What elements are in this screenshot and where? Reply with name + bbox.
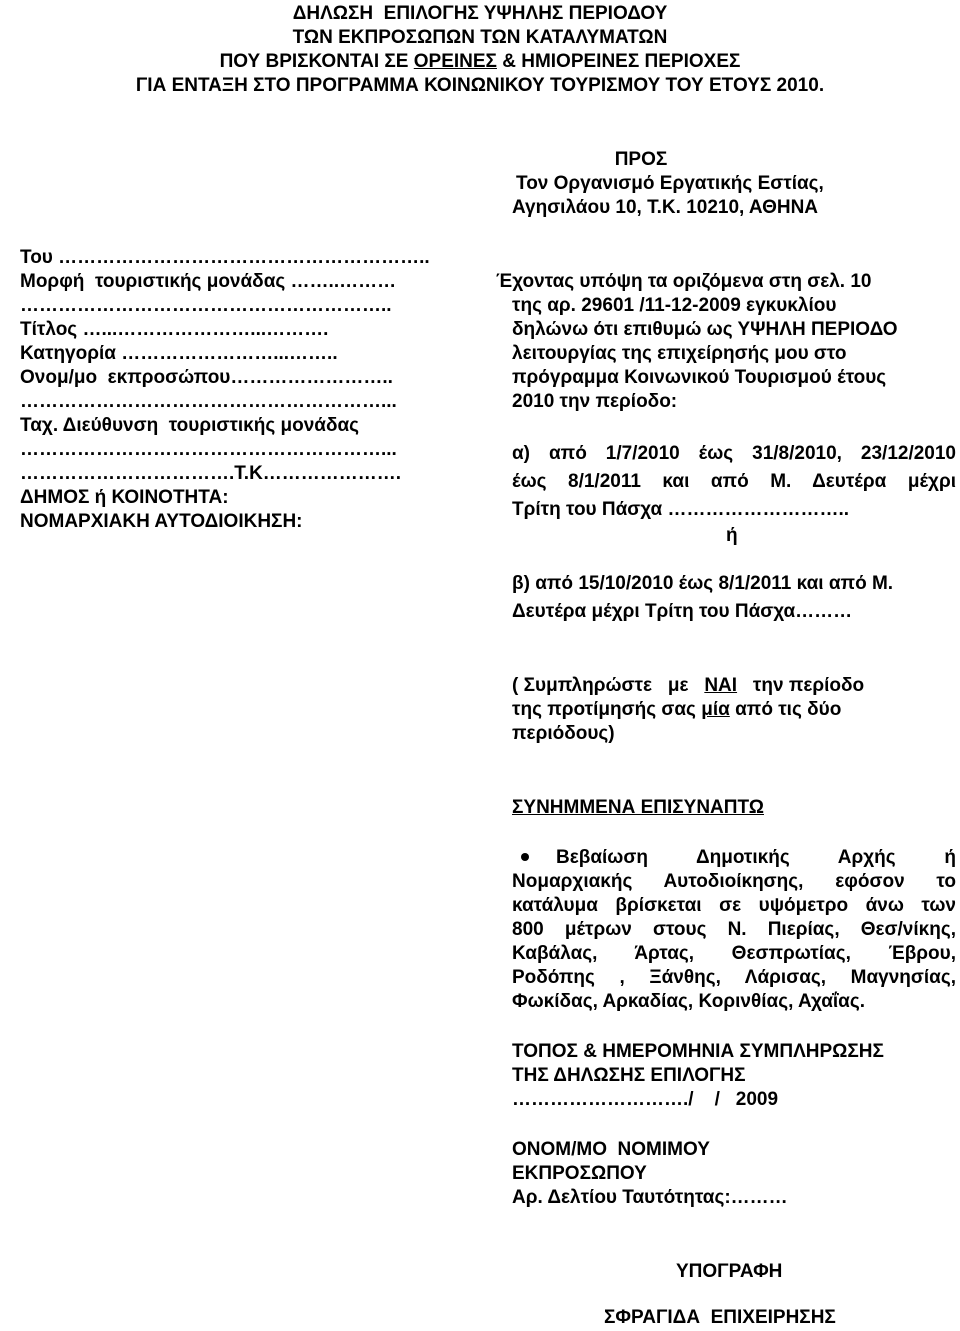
title-line-3-text-end: & ΗΜΙΟΡΕΙΝΕΣ ΠΕΡΙΟΧΕΣ (496, 51, 741, 72)
place-date-line-1: ΤΟΠΟΣ & ΗΜΕΡΟΜΗΝΙΑ ΣΥΜΠΛΗΡΩΣΗΣ (512, 1041, 884, 1062)
attachment-line-7: Φωκίδας, Αρκαδίας, Κορινθίας, Αχαΐας. (512, 991, 866, 1012)
declaration-line-2: της αρ. 29601 /11-12-2009 εγκυκλίου (512, 295, 837, 316)
form-field-prefecture: ΝΟΜΑΡΧΙΑΚΗ ΑΥΤΟΔΙΟΙΚΗΣΗ: (20, 511, 303, 532)
title-line-4: ΓΙΑ ΕΝΤΑΞΗ ΣΤΟ ΠΡΟΓΡΑΜΜΑ ΚΟΙΝΩΝΙΚΟΥ ΤΟΥΡΙΣΜΟΥ ΤΟΥ ΕΤΟΥΣ 2010. (135, 75, 825, 96)
form-field-representative: Ονομ/μο εκπροσώπου…………………….. (20, 367, 393, 388)
recipient-line-3: Αγησιλάου 10, Τ.Κ. 10210, ΑΘΗΝΑ (512, 197, 819, 218)
attachment-line-5: Καβάλας, Άρτας, Θεσπρωτίας, Έβρου, (512, 943, 956, 964)
option-a-line-3: Τρίτη του Πάσχα ……………………….. (512, 499, 850, 520)
place-date-line-3: ………………………./ / 2009 (512, 1089, 779, 1110)
option-a-line-2: έως 8/1/2011 και από Μ. Δευτέρα μέχρι (512, 471, 956, 492)
attachment-line-2: Νομαρχιακής Αυτοδιοίκησης, εφόσον το (512, 871, 956, 892)
declaration-line-6: 2010 την περίοδο: (512, 391, 678, 412)
declaration-line-3: δηλώνω ότι επιθυμώ ως ΥΨΗΛΗ ΠΕΡΙΟΔΟ (512, 319, 898, 340)
title-line-3-text: ΠΟΥ ΒΡΙΣΚΟΝΤΑΙ ΣΕ (219, 51, 414, 72)
form-field-category: Κατηγορία ……………………...…….. (20, 343, 338, 364)
representative-line-1: ΟΝΟΜ/ΜΟ ΝΟΜΙΜΟΥ (512, 1139, 710, 1160)
option-a-line-1: α) από 1/7/2010 έως 31/8/2010, 23/12/2010 (512, 443, 956, 464)
title-line-2: ΤΩΝ ΕΚΠΡΟΣΩΠΩΝ ΤΩΝ ΚΑΤΑΛΥΜΑΤΩΝ (292, 27, 668, 48)
instruction-line-2 (512, 698, 841, 722)
instruction-text: ( Συμπληρώστε με (512, 675, 705, 696)
instruction-line-3: περιόδους) (512, 723, 615, 744)
representative-line-3: Αρ. Δελτίου Ταυτότητας:……… (512, 1187, 788, 1208)
declaration-line-5: πρόγραμμα Κοινωνικού Τουρισμού έτους (512, 367, 887, 388)
declaration-line-4: λειτουργίας της επιχείρησής μου στο (512, 343, 847, 364)
bullet-icon (521, 853, 529, 861)
or-text: ή (726, 525, 738, 546)
form-field-municipality: ΔΗΜΟΣ ή ΚΟΙΝΟΤΗΤΑ: (20, 487, 229, 508)
stamp-label: ΣΦΡΑΓΙΔΑ ΕΠΙΧΕΙΡΗΣΗΣ (604, 1307, 836, 1328)
form-field-representative-cont: …………………………………………………... (20, 391, 397, 412)
instruction-one-word: μία (701, 699, 730, 720)
option-b-line-2: Δευτέρα μέχρι Τρίτη του Πάσχα……… (512, 601, 853, 622)
form-field-sender: Του ………………………………………………….. (20, 247, 430, 268)
form-field-title: Τίτλος …...…………………...………. (20, 319, 329, 340)
declaration-line-1: Έχοντας υπόψη τα οριζόμενα στη σελ. 10 (496, 271, 872, 292)
attachment-line-3: κατάλυμα βρίσκεται σε υψόμετρο άνω των (512, 895, 956, 916)
title-line-1: ΔΗΛΩΣΗ ΕΠΙΛΟΓΗΣ ΥΨΗΛΗΣ ΠΕΡΙΟΔΟΥ (292, 3, 668, 24)
instruction-text-2-end: από τις δύο (729, 699, 842, 720)
attachment-line-1: Βεβαίωση Δημοτικής Αρχής ή (556, 847, 956, 868)
form-field-unit-type-cont: ………………………………………………….. (20, 295, 392, 316)
form-field-address: …………………………………………………... (20, 439, 397, 460)
instruction-text-2: της προτίμησής σας (512, 699, 702, 720)
representative-line-2: ΕΚΠΡΟΣΩΠΟΥ (512, 1163, 647, 1184)
place-date-line-2: ΤΗΣ ΔΗΛΩΣΗΣ ΕΠΙΛΟΓΗΣ (512, 1065, 746, 1086)
attachment-line-4: 800 μέτρων στους Ν. Πιερίας, Θεσ/νίκης, (512, 919, 956, 940)
recipient-line-1: ΠΡΟΣ (614, 149, 668, 170)
title-line-3-underlined: ΟΡΕΙΝΕΣ (413, 51, 497, 72)
option-b-line-1: β) από 15/10/2010 έως 8/1/2011 και από Μ. (512, 573, 894, 594)
attachments-heading: ΣΥΝΗΜΜΕΝΑ ΕΠΙΣΥΝΑΠΤΩ (512, 797, 764, 818)
recipient-line-2: Τον Οργανισμό Εργατικής Εστίας, (516, 173, 824, 194)
instruction-text-end: την περίοδο (737, 675, 865, 696)
title-line-3 (0, 50, 960, 74)
instruction-yes-word: ΝΑΙ (704, 675, 738, 696)
attachment-line-6: Ροδόπης , Ξάνθης, Λάρισας, Μαγνησίας, (512, 967, 956, 988)
signature-label: ΥΠΟΓΡΑΦΗ (676, 1261, 783, 1282)
form-field-address-label: Ταχ. Διεύθυνση τουριστικής μονάδας (20, 415, 360, 436)
instruction-line-1 (512, 674, 864, 698)
form-field-unit-type: Μορφή τουριστικής μονάδας ……..……… (20, 271, 397, 292)
form-field-postal-code: …………………………….Τ.Κ…………………. (20, 463, 402, 484)
